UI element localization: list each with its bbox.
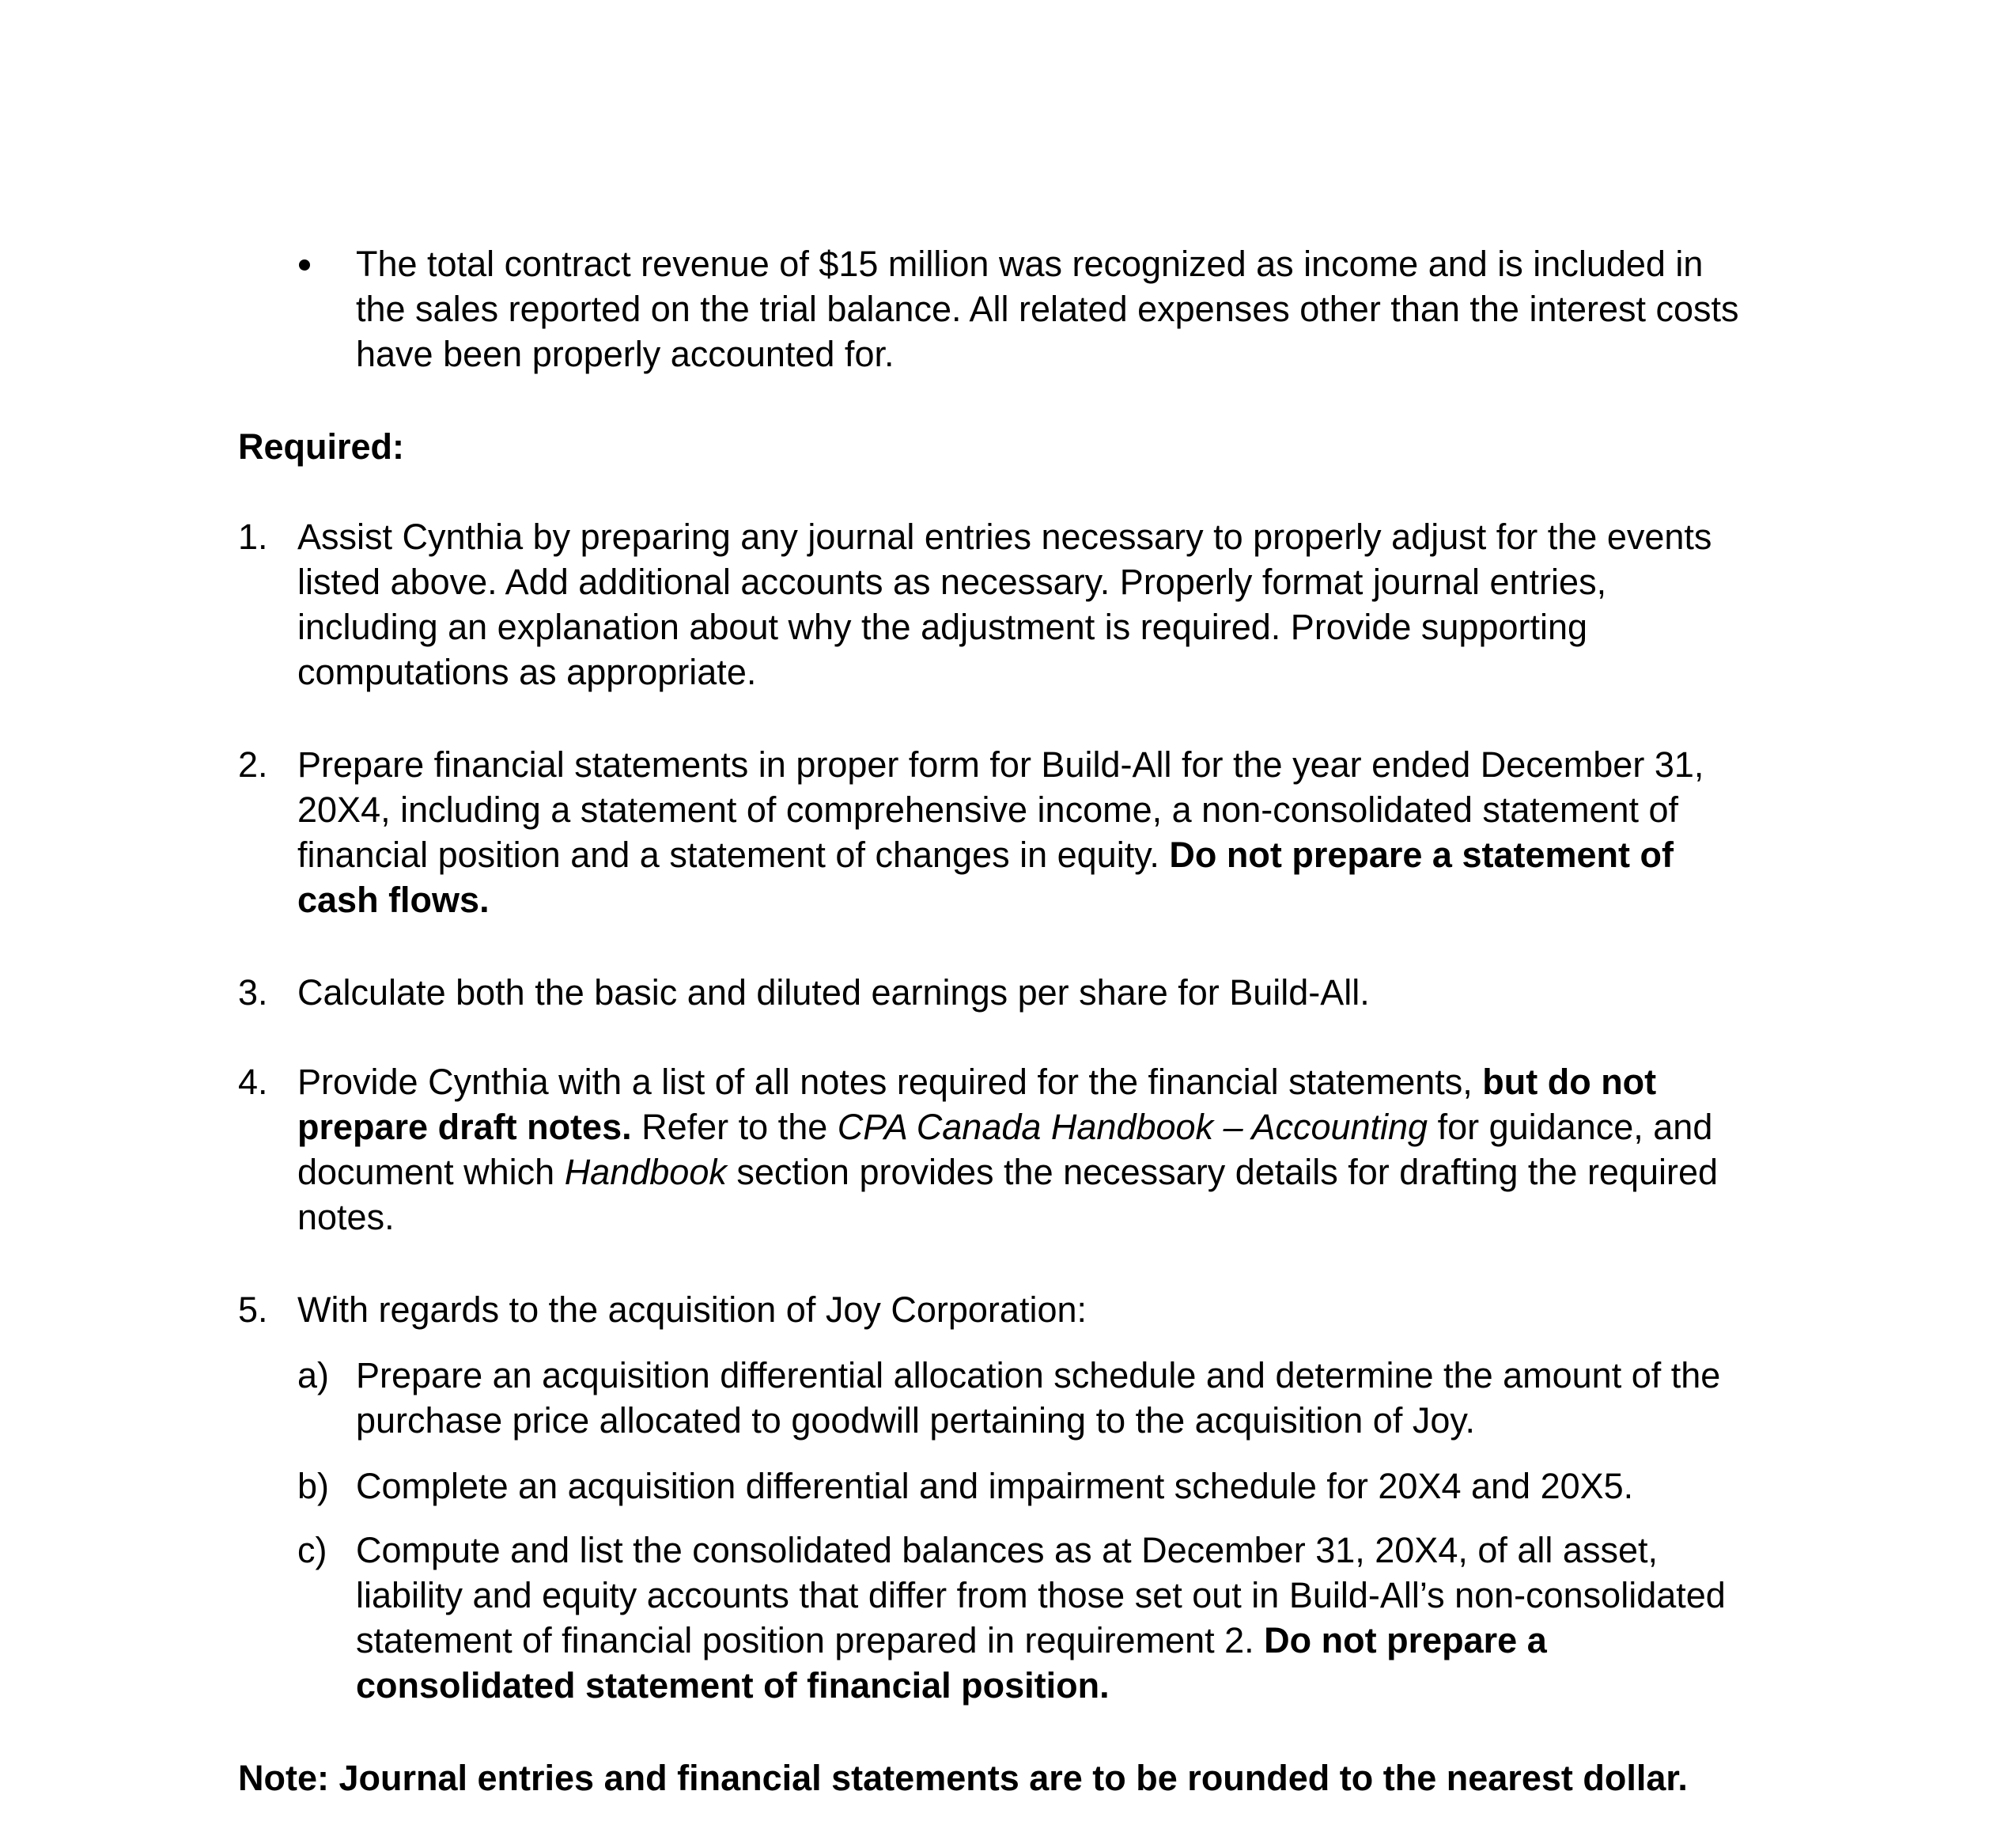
subitem-line [356, 1618, 1547, 1663]
subitem-line [356, 1663, 1110, 1708]
requirement-line [297, 1195, 395, 1240]
text-run: Refer to the [631, 1107, 838, 1147]
subitem-letter: a) [297, 1355, 330, 1395]
text-run: The total contract revenue of $15 million was recognized as income and is included in [356, 244, 1704, 284]
text-run: Prepare financial statements in proper form for Build-All for the year ended December 31, [297, 744, 1704, 785]
requirement-line [297, 1287, 1087, 1332]
text-run: document which [297, 1152, 565, 1192]
bold-text: consolidated statement of financial position. [356, 1665, 1110, 1706]
subitem-letter: c) [297, 1530, 327, 1570]
subitem-line [356, 1463, 1633, 1509]
text-run: statement of financial position prepared in requirement 2. [356, 1620, 1265, 1660]
text-run: for guidance, and [1428, 1107, 1713, 1147]
subitem-line [356, 1353, 1720, 1398]
text-run: financial position and a statement of changes in equity. [297, 835, 1170, 875]
text-run: liability and equity accounts that differ from those set out in Build-All’s non-consolidated [356, 1575, 1726, 1615]
text-run: With regards to the acquisition of Joy Corporation: [297, 1289, 1087, 1330]
text-run: have been properly accounted for. [356, 334, 895, 374]
requirement-line [297, 604, 1587, 649]
text-run: listed above. Add additional accounts as necessary. Properly format journal entries, [297, 562, 1607, 602]
text-run: section provides the necessary details for drafting the required [726, 1152, 1719, 1192]
item-number: 4. [238, 1062, 268, 1102]
requirement-line [297, 649, 756, 695]
bold-text: Do not prepare a statement of [1169, 835, 1674, 875]
subitem-line [356, 1528, 1658, 1573]
text-run: notes. [297, 1197, 395, 1237]
requirement-line [297, 1149, 1718, 1195]
text-run: Provide Cynthia with a list of all notes required for the financial statements, [297, 1062, 1483, 1102]
requirement-line [297, 832, 1674, 877]
requirement-line [297, 559, 1606, 604]
bold-text: Do not prepare a [1264, 1620, 1547, 1660]
bold-text: but do not [1482, 1062, 1657, 1102]
italic-text: Handbook [564, 1152, 727, 1192]
bullet-line [356, 286, 1739, 331]
item-number: 3. [238, 972, 268, 1013]
text-run: including an explanation about why the adjustment is required. Provide supporting [297, 607, 1588, 647]
subitem-line [356, 1573, 1726, 1618]
text-run: the sales reported on the trial balance. All related expenses other than the interest costs [356, 289, 1739, 329]
requirement-line [297, 514, 1712, 559]
item-number: 1. [238, 517, 268, 557]
text-run: Complete an acquisition differential and impairment schedule for 20X4 and 20X5. [356, 1466, 1634, 1506]
bold-text: prepare draft notes. [297, 1107, 632, 1147]
text-run: computations as appropriate. [297, 652, 757, 692]
bullet-line [356, 331, 894, 377]
subitem-letter: b) [297, 1466, 330, 1506]
text-run: Prepare an acquisition differential allocation schedule and determine the amount of the [356, 1355, 1721, 1395]
text-run: 20X4, including a statement of comprehensive income, a non-consolidated statement of [297, 789, 1679, 830]
text-run: Assist Cynthia by preparing any journal entries necessary to properly adjust for the events [297, 517, 1712, 557]
bold-text: cash flows. [297, 880, 490, 920]
text-run: purchase price allocated to goodwill pertaining to the acquisition of Joy. [356, 1400, 1476, 1441]
bullet-icon [299, 259, 310, 271]
rounding-note: Note: Journal entries and financial statements are to be rounded to the nearest dollar. [238, 1758, 1688, 1798]
text-run: Compute and list the consolidated balances as at December 31, 20X4, of all asset, [356, 1530, 1658, 1570]
requirement-line [297, 742, 1704, 787]
subitem-line [356, 1398, 1475, 1443]
requirement-line [297, 1104, 1712, 1149]
italic-text: CPA Canada Handbook – Accounting [837, 1107, 1428, 1147]
item-number: 5. [238, 1289, 268, 1330]
item-number: 2. [238, 744, 268, 785]
bullet-line [356, 241, 1703, 286]
requirement-line [297, 787, 1678, 832]
requirement-line [297, 877, 490, 922]
required-heading: Required: [238, 426, 405, 467]
requirement-line [297, 970, 1370, 1015]
requirement-line [297, 1059, 1656, 1104]
text-run: Calculate both the basic and diluted earnings per share for Build-All. [297, 972, 1370, 1013]
